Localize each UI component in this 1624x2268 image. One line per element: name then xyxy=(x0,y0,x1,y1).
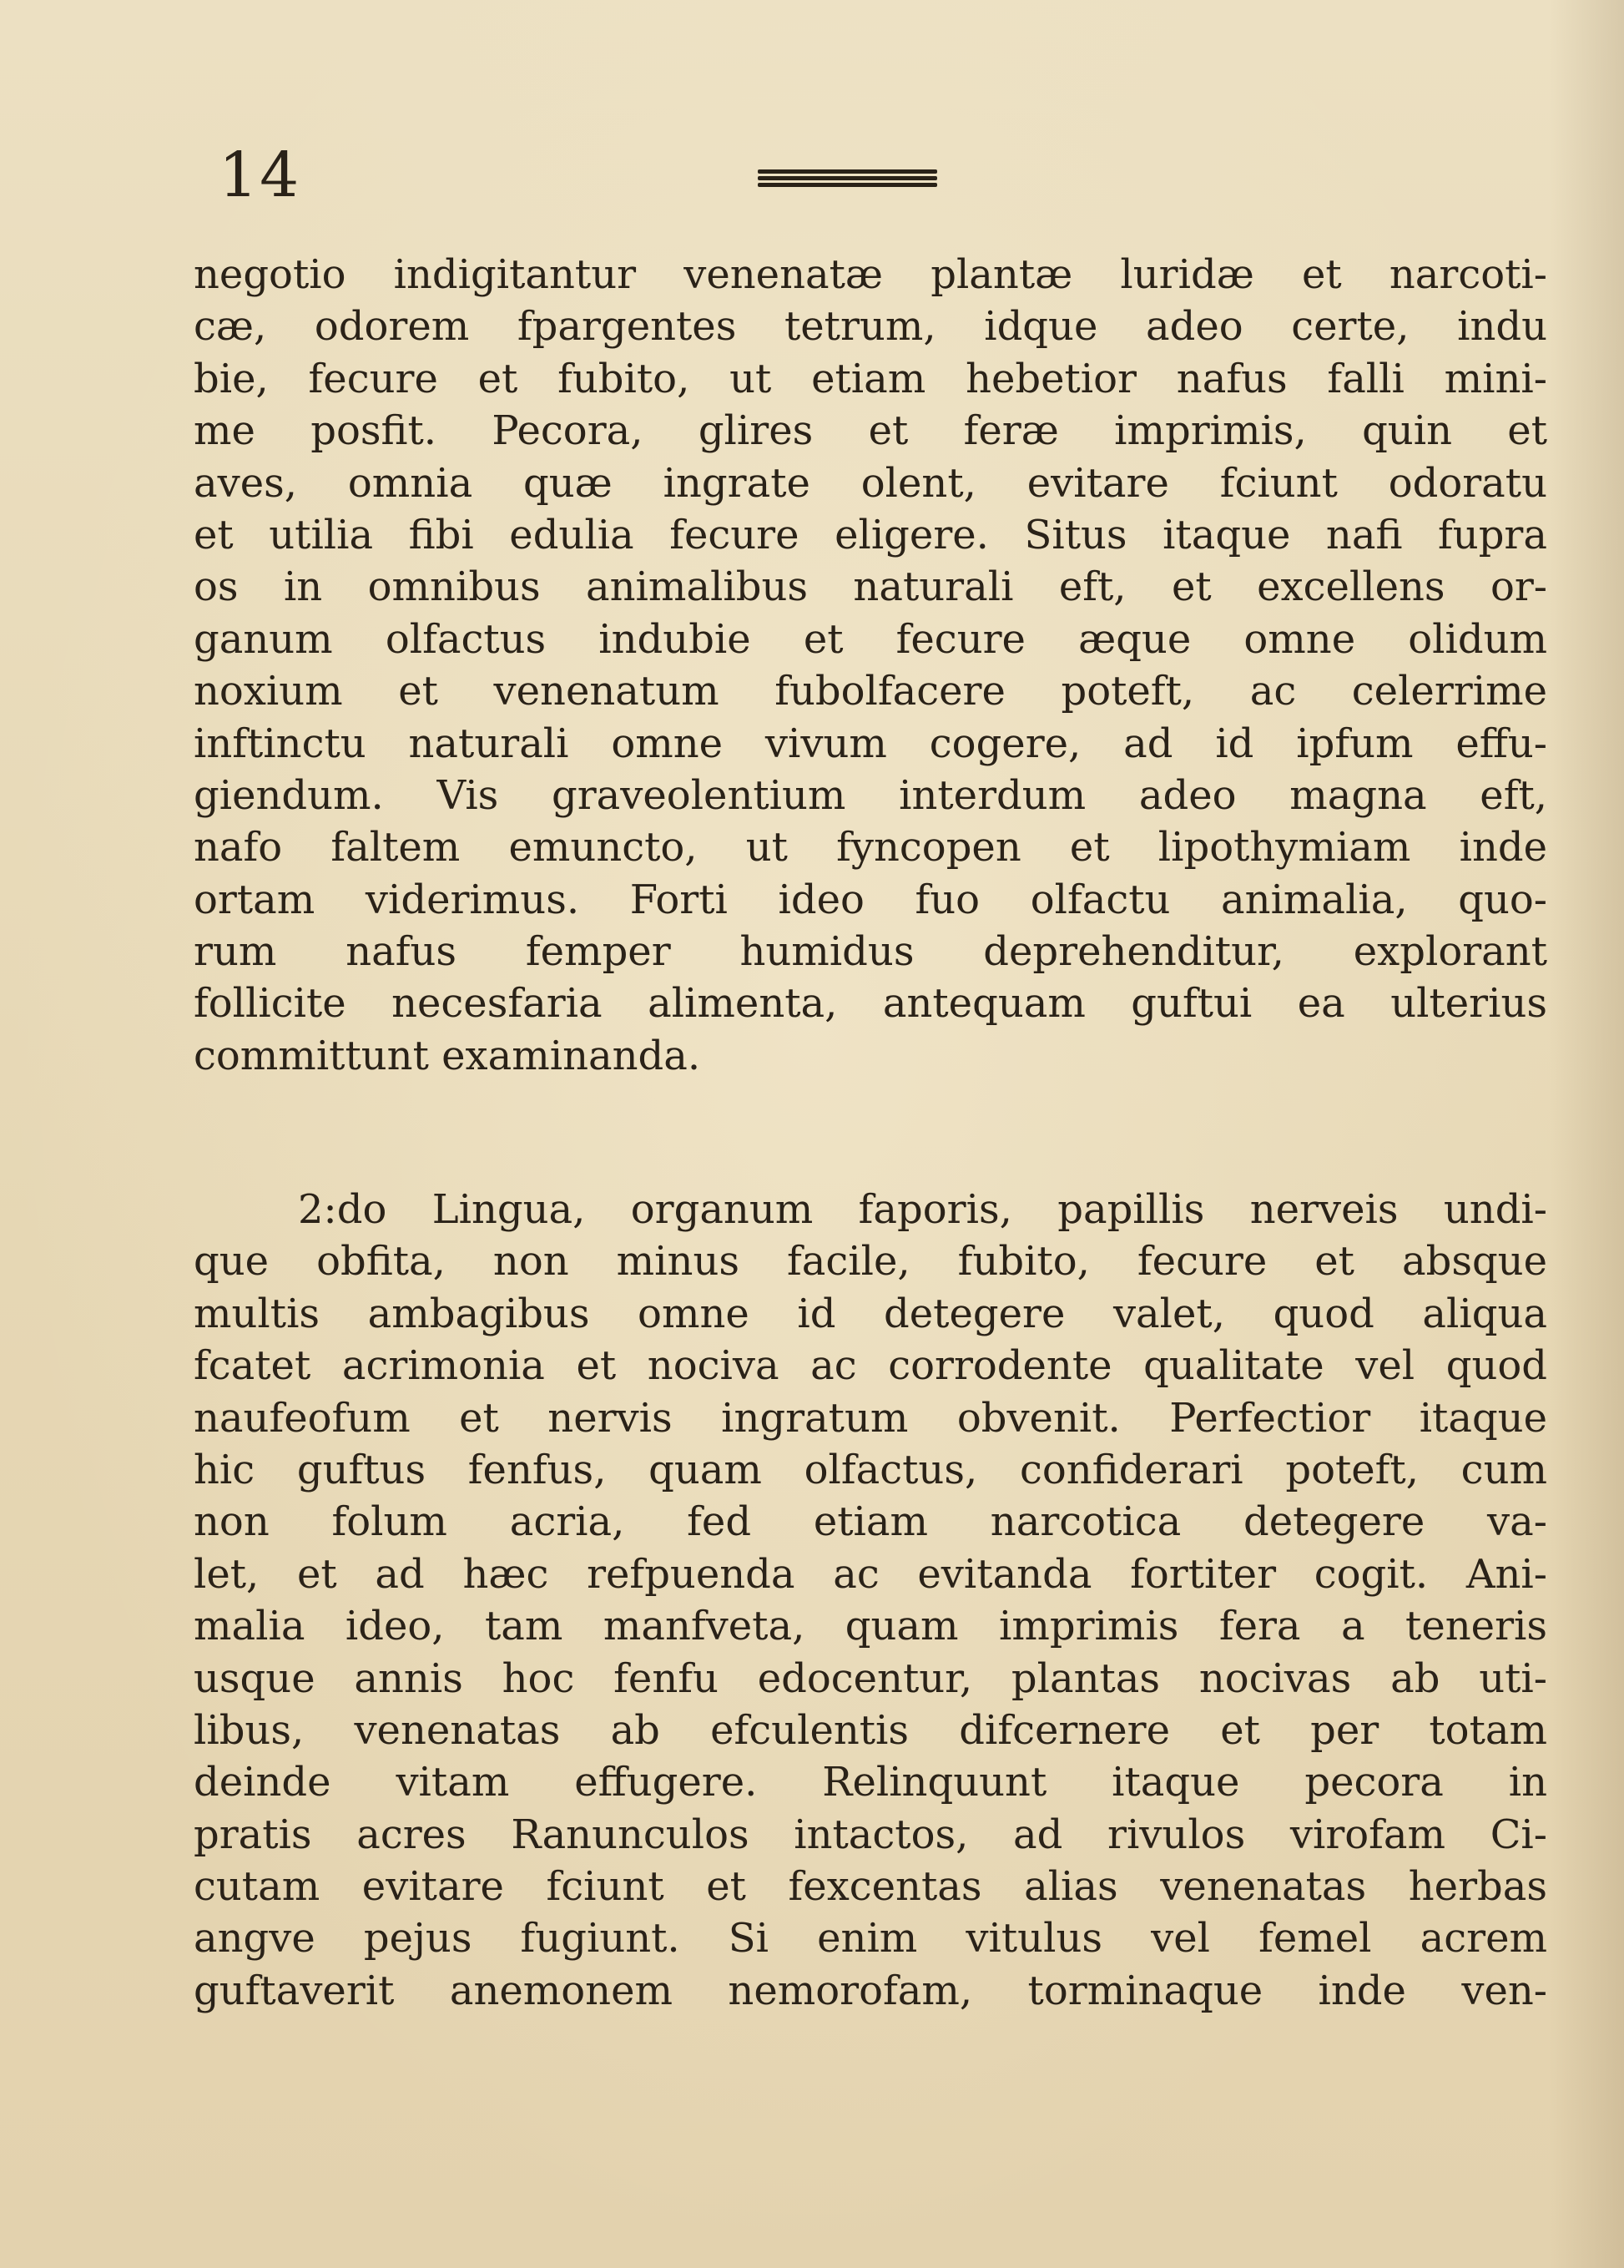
text-line: non folum acria, fed etiam narcotica detegere va- xyxy=(194,1498,1547,1546)
text-line: ganum olfactus indubie et fecure æque omne olidum xyxy=(194,615,1547,663)
header-rule-ornament xyxy=(758,169,937,186)
paragraph-1 xyxy=(194,249,1547,1082)
text-line: malia ideo, tam manfveta, quam imprimis fera a teneris xyxy=(194,1603,1547,1650)
text-line: multis ambagibus omne id detegere valet, quod aliqua xyxy=(194,1290,1547,1337)
text-line: que obfita, non minus facile, fubito, fecure et absque xyxy=(194,1238,1547,1286)
text-line: bie, fecure et fubito, ut etiam hebetior nafus falli mini- xyxy=(194,355,1547,402)
text-line: 2:do Lingua, organum faporis, papillis nerveis undi- xyxy=(298,1186,1547,1233)
text-line: cutam evitare fciunt et fexcentas alias venenatas herbas xyxy=(194,1863,1547,1911)
text-line: et utilia fibi edulia fecure eligere. Situs itaque nafi fupra xyxy=(194,511,1547,558)
text-line: aves, omnia quæ ingrate olent, evitare fciunt odoratu xyxy=(194,459,1547,507)
text-line: hic guftus fenfus, quam olfactus, confiderari poteft, cum xyxy=(194,1446,1547,1493)
text-line: follicite necesfaria alimenta, antequam guftui ea ulterius xyxy=(194,980,1547,1028)
paragraph-2 xyxy=(194,1184,1547,2017)
text-line: usque annis hoc fenfu edocentur, plantas nocivas ab uti- xyxy=(194,1654,1547,1702)
text-line: let, et ad hæc refpuenda ac evitanda fortiter cogit. Ani- xyxy=(194,1550,1547,1598)
text-line: noxium et venenatum fubolfacere poteft, ac celerrime xyxy=(194,668,1547,715)
text-line: nafo faltem emuncto, ut fyncopen et lipothymiam inde xyxy=(194,824,1547,871)
text-line: pratis acres Ranunculos intactos, ad rivulos virofam Ci- xyxy=(194,1811,1547,1858)
text-line: naufeofum et nervis ingratum obvenit. Perfectior itaque xyxy=(194,1394,1547,1442)
text-line: committunt examinanda. xyxy=(194,1032,701,1079)
text-line: cæ, odorem fpargentes tetrum, idque adeo certe, indu xyxy=(194,303,1547,351)
text-line: guftaverit anemonem nemorofam, torminaque inde ven- xyxy=(194,1967,1547,2014)
text-line: rum nafus femper humidus deprehenditur, explorant xyxy=(194,928,1547,976)
text-line: inftinctu naturali omne vivum cogere, ad id ipfum effu- xyxy=(194,720,1547,767)
text-line: angve pejus fugiunt. Si enim vitulus vel femel acrem xyxy=(194,1915,1547,1962)
text-line: fcatet acrimonia et nociva ac corrodente qualitate vel quod xyxy=(194,1342,1547,1390)
text-line: giendum. Vis graveolentium interdum adeo magna eft, xyxy=(194,771,1547,819)
text-line: negotio indigitantur venenatæ plantæ luridæ et narcoti- xyxy=(194,251,1547,298)
text-line: deinde vitam effugere. Relinquunt itaque pecora in xyxy=(194,1759,1547,1806)
text-line: ortam viderimus. Forti ideo fuo olfactu animalia, quo- xyxy=(194,876,1547,923)
text-line: libus, venenatas ab efculentis difcernere et per totam xyxy=(194,1706,1547,1754)
page-edge-shadow xyxy=(1549,0,1624,2268)
text-line: os in omnibus animalibus naturali eft, et excellens or- xyxy=(194,563,1547,611)
text-line: me posfit. Pecora, glires et feræ imprimis, quin et xyxy=(194,407,1547,455)
page-number: 14 xyxy=(219,139,301,211)
